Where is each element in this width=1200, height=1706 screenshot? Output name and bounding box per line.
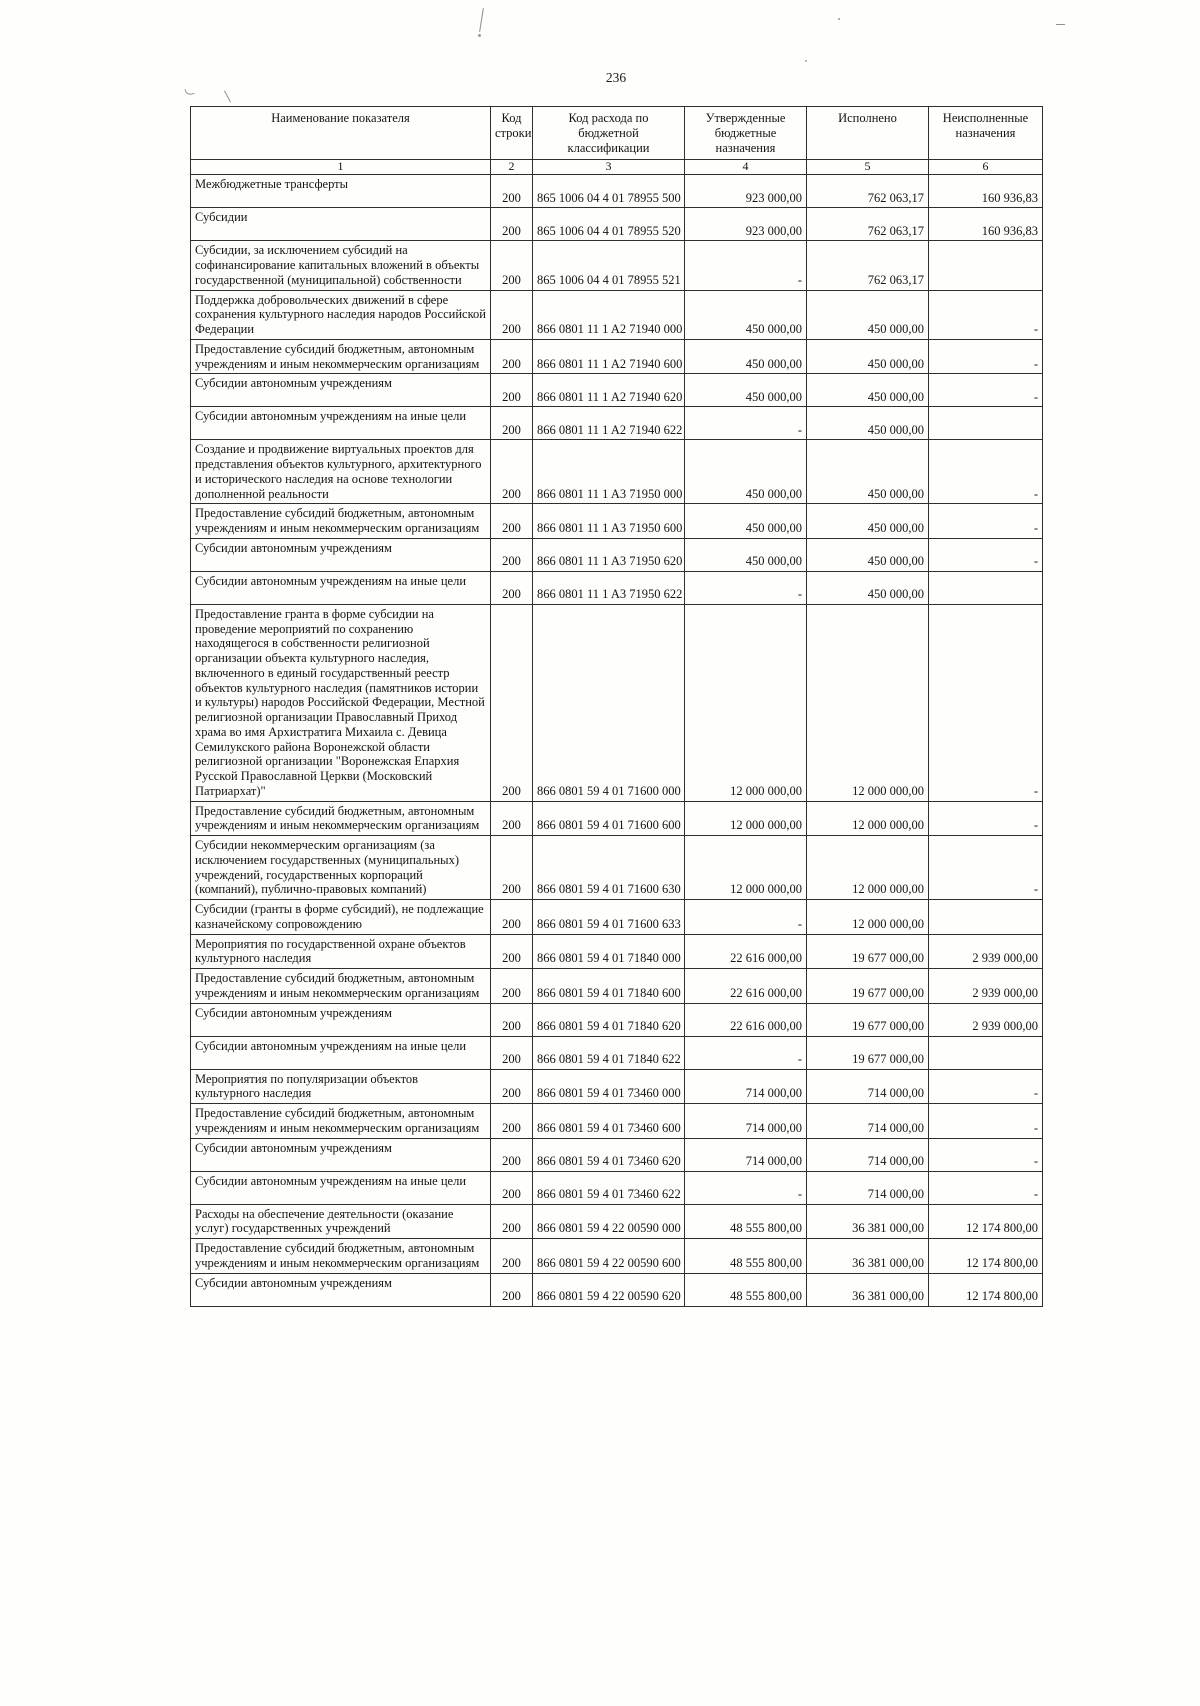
row-indicator-name: Создание и продвижение виртуальных проектов для представления объектов культурного, архитектурного и исторического наследия на основе технологии дополненной реальности	[191, 440, 491, 504]
row-line-code: 200	[491, 1104, 533, 1139]
row-unexecuted-amount: 2 939 000,00	[929, 969, 1043, 1004]
row-indicator-name: Субсидии (гранты в форме субсидий), не подлежащие казначейскому сопровождению	[191, 900, 491, 935]
row-indicator-name: Субсидии автономным учреждениям	[191, 374, 491, 407]
row-indicator-name: Поддержка добровольческих движений в сфере сохранения культурного наследия народов Российской Федерации	[191, 290, 491, 339]
table-row	[191, 538, 1043, 571]
row-unexecuted-amount: -	[929, 1104, 1043, 1139]
row-executed-amount: 714 000,00	[807, 1069, 929, 1104]
row-executed-amount: 19 677 000,00	[807, 969, 929, 1004]
row-unexecuted-amount: 2 939 000,00	[929, 1003, 1043, 1036]
row-indicator-name: Субсидии автономным учреждениям на иные цели	[191, 571, 491, 604]
row-expense-code: 866 0801 59 4 01 71600 633	[533, 900, 685, 935]
row-expense-code: 866 0801 59 4 01 71840 600	[533, 969, 685, 1004]
row-approved-amount: 714 000,00	[685, 1138, 807, 1171]
row-line-code: 200	[491, 374, 533, 407]
column-number-3: 3	[533, 160, 685, 175]
row-executed-amount: 450 000,00	[807, 339, 929, 374]
row-executed-amount: 36 381 000,00	[807, 1204, 929, 1239]
table-row	[191, 339, 1043, 374]
header-executed: Исполнено	[807, 107, 929, 160]
table-row	[191, 900, 1043, 935]
scan-artifact	[478, 34, 481, 37]
row-unexecuted-amount: 160 936,83	[929, 208, 1043, 241]
row-executed-amount: 762 063,17	[807, 241, 929, 290]
budget-table	[190, 106, 1043, 1307]
table-row	[191, 1036, 1043, 1069]
row-executed-amount: 12 000 000,00	[807, 836, 929, 900]
row-indicator-name: Расходы на обеспечение деятельности (оказание услуг) государственных учреждений	[191, 1204, 491, 1239]
row-line-code: 200	[491, 1069, 533, 1104]
row-indicator-name: Предоставление субсидий бюджетным, автономным учреждениям и иным некоммерческим организациям	[191, 801, 491, 836]
row-approved-amount: 48 555 800,00	[685, 1204, 807, 1239]
row-executed-amount: 450 000,00	[807, 440, 929, 504]
row-unexecuted-amount: -	[929, 836, 1043, 900]
row-line-code: 200	[491, 290, 533, 339]
row-line-code: 200	[491, 208, 533, 241]
row-expense-code: 866 0801 11 1 A3 71950 600	[533, 504, 685, 539]
row-line-code: 200	[491, 836, 533, 900]
row-approved-amount: -	[685, 407, 807, 440]
row-line-code: 200	[491, 440, 533, 504]
row-unexecuted-amount: 12 174 800,00	[929, 1204, 1043, 1239]
row-approved-amount: 714 000,00	[685, 1069, 807, 1104]
row-approved-amount: -	[685, 571, 807, 604]
row-expense-code: 866 0801 59 4 01 73460 600	[533, 1104, 685, 1139]
table-row	[191, 1138, 1043, 1171]
row-executed-amount: 450 000,00	[807, 290, 929, 339]
header-name: Наименование показателя	[191, 107, 491, 160]
table-row	[191, 1069, 1043, 1104]
row-expense-code: 866 0801 59 4 01 71840 620	[533, 1003, 685, 1036]
row-line-code: 200	[491, 1204, 533, 1239]
row-indicator-name: Субсидии автономным учреждениям	[191, 1273, 491, 1306]
row-indicator-name: Субсидии автономным учреждениям	[191, 1003, 491, 1036]
header-line-code: Код строки	[491, 107, 533, 160]
row-approved-amount: 450 000,00	[685, 374, 807, 407]
row-executed-amount: 450 000,00	[807, 407, 929, 440]
column-number-4: 4	[685, 160, 807, 175]
row-indicator-name: Предоставление субсидий бюджетным, автономным учреждениям и иным некоммерческим организациям	[191, 504, 491, 539]
row-expense-code: 866 0801 11 1 A2 71940 622	[533, 407, 685, 440]
row-expense-code: 866 0801 59 4 22 00590 000	[533, 1204, 685, 1239]
table-row	[191, 836, 1043, 900]
row-indicator-name: Субсидии автономным учреждениям на иные цели	[191, 1171, 491, 1204]
row-indicator-name: Межбюджетные трансферты	[191, 175, 491, 208]
table-row	[191, 504, 1043, 539]
row-line-code: 200	[491, 1273, 533, 1306]
row-approved-amount: 450 000,00	[685, 339, 807, 374]
row-indicator-name: Предоставление субсидий бюджетным, автономным учреждениям и иным некоммерческим организациям	[191, 969, 491, 1004]
row-unexecuted-amount	[929, 1036, 1043, 1069]
table-row	[191, 969, 1043, 1004]
table-row	[191, 440, 1043, 504]
row-expense-code: 866 0801 59 4 22 00590 620	[533, 1273, 685, 1306]
row-expense-code: 866 0801 11 1 A2 71940 000	[533, 290, 685, 339]
row-unexecuted-amount: 2 939 000,00	[929, 934, 1043, 969]
row-expense-code: 866 0801 59 4 01 73460 620	[533, 1138, 685, 1171]
row-executed-amount: 450 000,00	[807, 571, 929, 604]
row-line-code: 200	[491, 339, 533, 374]
row-approved-amount: 714 000,00	[685, 1104, 807, 1139]
row-expense-code: 866 0801 11 1 A3 71950 620	[533, 538, 685, 571]
row-indicator-name: Субсидии	[191, 208, 491, 241]
row-unexecuted-amount	[929, 407, 1043, 440]
row-executed-amount: 450 000,00	[807, 504, 929, 539]
table-header	[191, 107, 1043, 175]
row-expense-code: 866 0801 59 4 01 71840 000	[533, 934, 685, 969]
row-indicator-name: Мероприятия по популяризации объектов культурного наследия	[191, 1069, 491, 1104]
row-executed-amount: 36 381 000,00	[807, 1273, 929, 1306]
row-line-code: 200	[491, 900, 533, 935]
row-executed-amount: 12 000 000,00	[807, 801, 929, 836]
row-line-code: 200	[491, 175, 533, 208]
row-executed-amount: 12 000 000,00	[807, 900, 929, 935]
row-expense-code: 866 0801 59 4 22 00590 600	[533, 1239, 685, 1274]
row-expense-code: 865 1006 04 4 01 78955 521	[533, 241, 685, 290]
row-indicator-name: Субсидии автономным учреждениям	[191, 1138, 491, 1171]
row-indicator-name: Предоставление субсидий бюджетным, автономным учреждениям и иным некоммерческим организациям	[191, 1104, 491, 1139]
row-approved-amount: 450 000,00	[685, 290, 807, 339]
row-executed-amount: 714 000,00	[807, 1138, 929, 1171]
scan-artifact	[805, 60, 807, 62]
row-expense-code: 866 0801 59 4 01 71600 000	[533, 604, 685, 801]
scan-artifact	[224, 91, 231, 103]
row-approved-amount: 22 616 000,00	[685, 1003, 807, 1036]
table-row	[191, 604, 1043, 801]
row-unexecuted-amount: -	[929, 374, 1043, 407]
header-row	[191, 107, 1043, 160]
row-approved-amount: 450 000,00	[685, 440, 807, 504]
row-unexecuted-amount	[929, 900, 1043, 935]
table-row	[191, 1003, 1043, 1036]
row-approved-amount: 22 616 000,00	[685, 934, 807, 969]
table-row	[191, 374, 1043, 407]
table-row	[191, 241, 1043, 290]
row-executed-amount: 19 677 000,00	[807, 1036, 929, 1069]
table-row	[191, 801, 1043, 836]
row-executed-amount: 36 381 000,00	[807, 1239, 929, 1274]
row-executed-amount: 450 000,00	[807, 538, 929, 571]
row-unexecuted-amount: -	[929, 801, 1043, 836]
row-unexecuted-amount	[929, 571, 1043, 604]
row-unexecuted-amount: -	[929, 604, 1043, 801]
table-row	[191, 208, 1043, 241]
column-number-2: 2	[491, 160, 533, 175]
table-row	[191, 934, 1043, 969]
row-executed-amount: 714 000,00	[807, 1104, 929, 1139]
row-approved-amount: -	[685, 1171, 807, 1204]
row-expense-code: 866 0801 11 1 A2 71940 600	[533, 339, 685, 374]
row-unexecuted-amount: 160 936,83	[929, 175, 1043, 208]
row-indicator-name: Предоставление гранта в форме субсидии на проведение мероприятий по сохранению находящегося в собственности религиозной организации объекта культурного наследия, включенного в единый государственный реестр объектов культурного наследия (памятников истории и культуры) народов Российской Федерации, Местной религиозной организации Православный Приход храма во имя Архистратига Михаила с. Девица Семилукского района Воронежской области религиозной организации "Воронежская Епархия Русской Православной Церкви (Московский Патриархат)"	[191, 604, 491, 801]
header-unexecuted: Неисполненные назначения	[929, 107, 1043, 160]
page-number: 236	[605, 70, 627, 85]
row-line-code: 200	[491, 538, 533, 571]
row-line-code: 200	[491, 801, 533, 836]
row-expense-code: 866 0801 11 1 A3 71950 622	[533, 571, 685, 604]
row-unexecuted-amount: -	[929, 1069, 1043, 1104]
row-indicator-name: Субсидии некоммерческим организациям (за исключением государственных (муниципальных) учреждений, государственных корпораций (компаний), публично-правовых компаний)	[191, 836, 491, 900]
row-executed-amount: 19 677 000,00	[807, 1003, 929, 1036]
row-executed-amount: 19 677 000,00	[807, 934, 929, 969]
scan-artifact	[838, 18, 840, 20]
row-executed-amount: 12 000 000,00	[807, 604, 929, 801]
row-unexecuted-amount: -	[929, 1138, 1043, 1171]
row-line-code: 200	[491, 1239, 533, 1274]
row-approved-amount: 450 000,00	[685, 504, 807, 539]
row-expense-code: 865 1006 04 4 01 78955 500	[533, 175, 685, 208]
row-unexecuted-amount: -	[929, 440, 1043, 504]
row-unexecuted-amount: -	[929, 290, 1043, 339]
row-expense-code: 866 0801 11 1 A3 71950 000	[533, 440, 685, 504]
row-line-code: 200	[491, 1171, 533, 1204]
row-executed-amount: 762 063,17	[807, 175, 929, 208]
row-executed-amount: 450 000,00	[807, 374, 929, 407]
row-approved-amount: 12 000 000,00	[685, 801, 807, 836]
row-unexecuted-amount: -	[929, 538, 1043, 571]
row-approved-amount: -	[685, 1036, 807, 1069]
row-indicator-name: Субсидии автономным учреждениям на иные цели	[191, 1036, 491, 1069]
table-row	[191, 407, 1043, 440]
row-unexecuted-amount: -	[929, 339, 1043, 374]
scan-artifact	[479, 8, 484, 32]
row-line-code: 200	[491, 504, 533, 539]
row-unexecuted-amount: -	[929, 504, 1043, 539]
table-row	[191, 1204, 1043, 1239]
row-approved-amount: 923 000,00	[685, 208, 807, 241]
row-approved-amount: -	[685, 900, 807, 935]
row-unexecuted-amount: -	[929, 1171, 1043, 1204]
row-line-code: 200	[491, 604, 533, 801]
table-row	[191, 175, 1043, 208]
row-executed-amount: 714 000,00	[807, 1171, 929, 1204]
column-number-6: 6	[929, 160, 1043, 175]
row-expense-code: 866 0801 59 4 01 71600 630	[533, 836, 685, 900]
row-line-code: 200	[491, 241, 533, 290]
column-numbers-row	[191, 160, 1043, 175]
table-row	[191, 1104, 1043, 1139]
row-indicator-name: Предоставление субсидий бюджетным, автономным учреждениям и иным некоммерческим организациям	[191, 1239, 491, 1274]
row-line-code: 200	[491, 407, 533, 440]
scan-artifact	[184, 87, 194, 96]
row-line-code: 200	[491, 1036, 533, 1069]
row-approved-amount: 923 000,00	[685, 175, 807, 208]
row-line-code: 200	[491, 1138, 533, 1171]
row-expense-code: 865 1006 04 4 01 78955 520	[533, 208, 685, 241]
table-row	[191, 1273, 1043, 1306]
row-expense-code: 866 0801 59 4 01 73460 000	[533, 1069, 685, 1104]
row-expense-code: 866 0801 59 4 01 73460 622	[533, 1171, 685, 1204]
row-indicator-name: Мероприятия по государственной охране объектов культурного наследия	[191, 934, 491, 969]
row-approved-amount: 22 616 000,00	[685, 969, 807, 1004]
row-indicator-name: Субсидии, за исключением субсидий на софинансирование капитальных вложений в объекты государственной (муниципальной) собственности	[191, 241, 491, 290]
header-approved: Утвержденные бюджетные назначения	[685, 107, 807, 160]
table-row	[191, 1239, 1043, 1274]
row-expense-code: 866 0801 11 1 A2 71940 620	[533, 374, 685, 407]
row-indicator-name: Субсидии автономным учреждениям на иные цели	[191, 407, 491, 440]
column-number-1: 1	[191, 160, 491, 175]
row-unexecuted-amount: 12 174 800,00	[929, 1273, 1043, 1306]
row-line-code: 200	[491, 969, 533, 1004]
row-approved-amount: -	[685, 241, 807, 290]
row-approved-amount: 450 000,00	[685, 538, 807, 571]
table-row	[191, 290, 1043, 339]
row-unexecuted-amount	[929, 241, 1043, 290]
row-unexecuted-amount: 12 174 800,00	[929, 1239, 1043, 1274]
row-indicator-name: Субсидии автономным учреждениям	[191, 538, 491, 571]
column-number-5: 5	[807, 160, 929, 175]
row-line-code: 200	[491, 1003, 533, 1036]
row-approved-amount: 12 000 000,00	[685, 604, 807, 801]
row-expense-code: 866 0801 59 4 01 71600 600	[533, 801, 685, 836]
row-line-code: 200	[491, 571, 533, 604]
row-line-code: 200	[491, 934, 533, 969]
row-approved-amount: 48 555 800,00	[685, 1239, 807, 1274]
row-executed-amount: 762 063,17	[807, 208, 929, 241]
table-row	[191, 1171, 1043, 1204]
row-approved-amount: 48 555 800,00	[685, 1273, 807, 1306]
row-approved-amount: 12 000 000,00	[685, 836, 807, 900]
header-expense-code: Код расхода по бюджетной классификации	[533, 107, 685, 160]
scan-artifact	[1056, 24, 1065, 25]
row-indicator-name: Предоставление субсидий бюджетным, автономным учреждениям и иным некоммерческим организациям	[191, 339, 491, 374]
table-body	[191, 175, 1043, 1306]
table-row	[191, 571, 1043, 604]
row-expense-code: 866 0801 59 4 01 71840 622	[533, 1036, 685, 1069]
